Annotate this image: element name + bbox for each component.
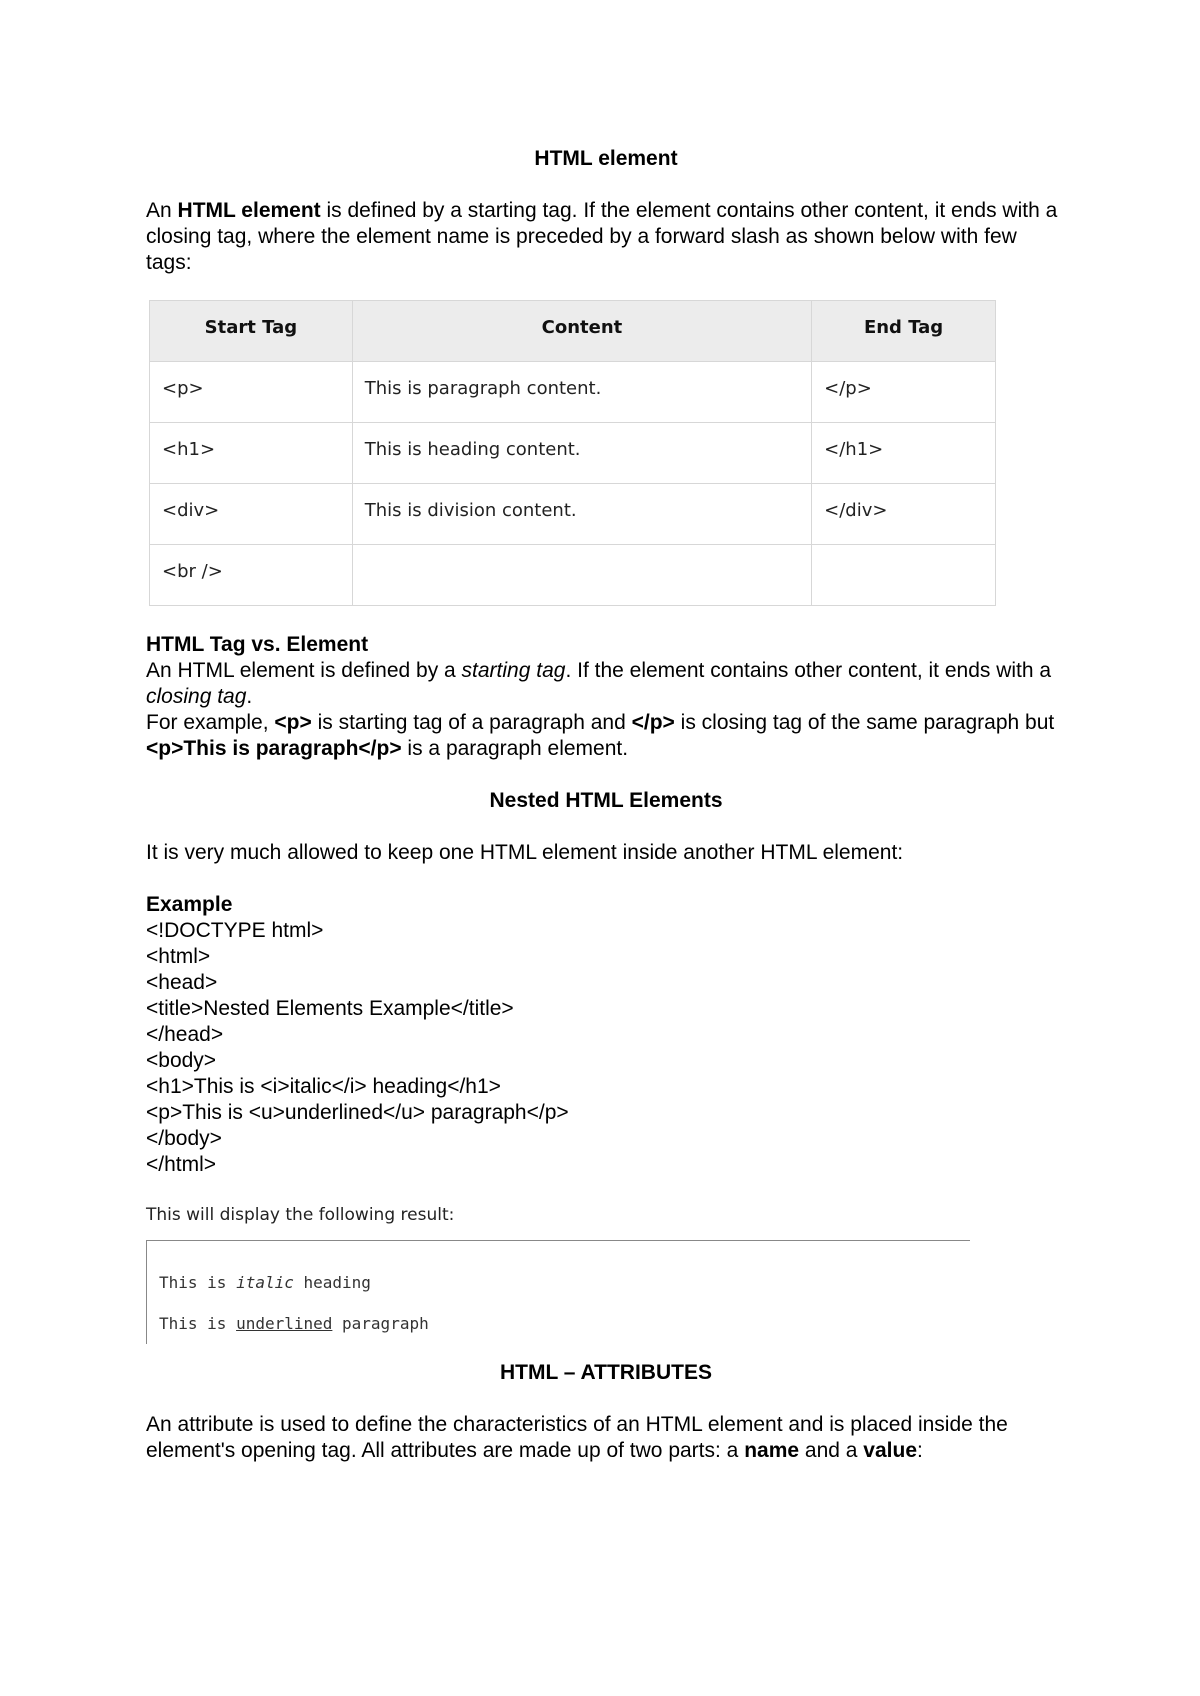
bold-text: <p>This is paragraph</p>: [146, 737, 402, 760]
result-box: [146, 1240, 970, 1344]
example-label: Example: [146, 893, 233, 916]
code-line: <head>: [146, 971, 218, 994]
text-span: .: [246, 685, 253, 708]
underlined-text: underlined: [236, 1314, 333, 1333]
text-span: is closing tag of the same paragraph but: [674, 711, 1055, 734]
cell-start-tag: <div>: [150, 484, 353, 545]
cell-end-tag: </h1>: [812, 423, 996, 484]
code-example: [146, 918, 1066, 1178]
cell-content: [352, 545, 811, 606]
attributes-paragraph: [146, 1412, 1066, 1464]
cell-content: This is heading content.: [352, 423, 811, 484]
cell-end-tag: </div>: [812, 484, 996, 545]
text-span: This is: [159, 1273, 237, 1292]
tag-vs-element-paragraph-2: [146, 710, 1066, 762]
text-span: An HTML element is defined by a: [146, 659, 462, 682]
section-title-attributes: HTML – ATTRIBUTES: [500, 1361, 712, 1384]
code-line: <p>This is <u>underlined</u> paragraph</p>: [146, 1101, 569, 1124]
bold-text: name: [744, 1439, 800, 1462]
code-line: <body>: [146, 1049, 217, 1072]
intro-text-bold: HTML element: [177, 199, 321, 222]
result-line-italic-heading: [159, 1273, 371, 1293]
header-end-tag: End Tag: [812, 301, 996, 362]
intro-text-post: is defined by a starting tag. If the element contains other content, it ends with a closing tag, where the element name is preceded by a forward slash as shown below with few tags:: [146, 199, 1058, 274]
bold-text: </p>: [631, 711, 675, 734]
cell-end-tag: [812, 545, 996, 606]
cell-start-tag: <br />: [150, 545, 353, 606]
text-span: paragraph: [332, 1314, 429, 1333]
tag-table: [149, 300, 996, 606]
text-span: is a paragraph element.: [401, 737, 629, 760]
result-caption: This will display the following result:: [146, 1205, 455, 1225]
tag-vs-element-paragraph-1: [146, 658, 1066, 710]
intro-text-pre: An: [146, 199, 178, 222]
section-title-tag-vs-element: HTML Tag vs. Element: [146, 633, 369, 656]
text-span: For example,: [146, 711, 275, 734]
intro-paragraph: [146, 198, 1066, 276]
code-line: </body>: [146, 1127, 222, 1150]
code-line: <html>: [146, 945, 211, 968]
code-line: </html>: [146, 1153, 217, 1176]
text-span: An attribute is used to define the characteristics of an HTML element and is placed inside the element's opening tag. All attributes are made up of two parts: a: [146, 1413, 1008, 1462]
text-span: is starting tag of a paragraph and: [311, 711, 632, 734]
document-page: [146, 146, 1066, 1464]
header-start-tag: Start Tag: [150, 301, 353, 362]
cell-end-tag: </p>: [812, 362, 996, 423]
cell-start-tag: <h1>: [150, 423, 353, 484]
header-content: Content: [352, 301, 811, 362]
table-row: [150, 423, 996, 484]
cell-content: This is paragraph content.: [352, 362, 811, 423]
table-row: [150, 484, 996, 545]
table-row: [150, 545, 996, 606]
text-span: This is: [159, 1314, 237, 1333]
italic-text: italic: [236, 1273, 294, 1292]
section-title-html-element: HTML element: [534, 147, 678, 170]
text-span: heading: [293, 1273, 371, 1292]
table-row: [150, 362, 996, 423]
cell-content: This is division content.: [352, 484, 811, 545]
text-span: . If the element contains other content, it ends with a: [565, 659, 1052, 682]
code-line: <title>Nested Elements Example</title>: [146, 997, 514, 1020]
italic-text: closing tag: [146, 685, 247, 708]
table-header-row: [150, 301, 996, 362]
text-span: :: [917, 1439, 923, 1462]
italic-text: starting tag: [461, 659, 566, 682]
code-line: <h1>This is <i>italic</i> heading</h1>: [146, 1075, 501, 1098]
code-line: </head>: [146, 1023, 224, 1046]
bold-text: value: [863, 1439, 917, 1462]
code-line: <!DOCTYPE html>: [146, 919, 324, 942]
text-span: and a: [799, 1439, 864, 1462]
bold-text: <p>: [274, 711, 312, 734]
cell-start-tag: <p>: [150, 362, 353, 423]
section-title-nested-elements: Nested HTML Elements: [489, 789, 723, 812]
nested-intro-paragraph: It is very much allowed to keep one HTML element inside another HTML element:: [146, 841, 904, 864]
result-line-underlined-paragraph: [159, 1314, 429, 1334]
